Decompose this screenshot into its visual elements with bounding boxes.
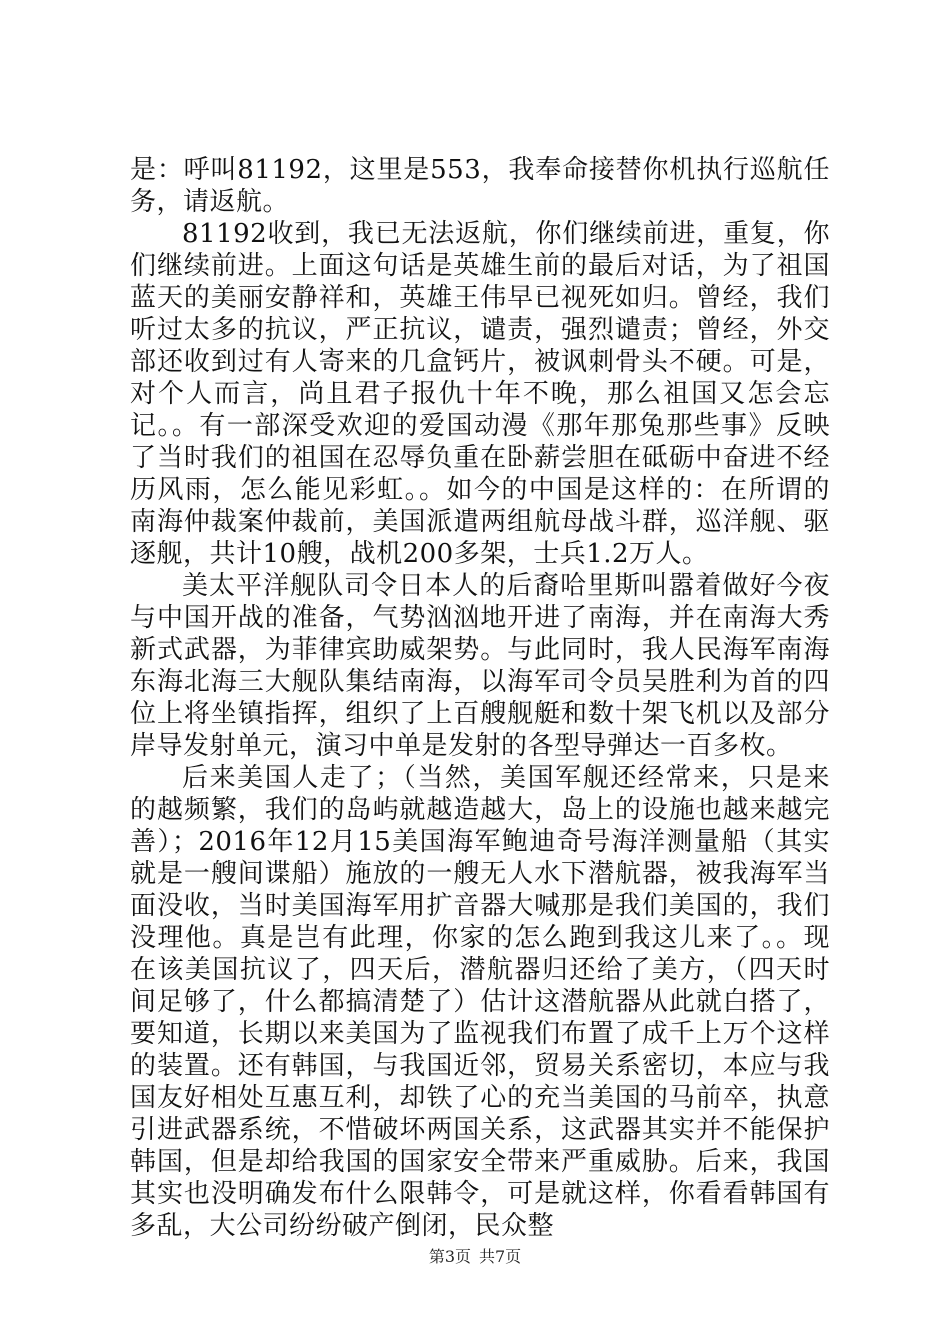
- paragraph-1: 是：呼叫81192，这里是553，我奉命接替你机执行巡航任务，请返航。: [130, 155, 830, 217]
- page-number: 第3页: [428, 1247, 471, 1266]
- document-body: [130, 154, 830, 1242]
- paragraph-2: 81192收到，我已无法返航，你们继续前进，重复，你们继续前进。上面这句话是英雄生前的最后对话，为了祖国蓝天的美丽安静祥和，英雄王伟早已视死如归。曾经，我们听过太多的抗议，严正抗议，谴责，强烈谴责；曾经，外交部还收到过有人寄来的几盒钙片，被讽刺骨头不硬。可是，对个人而言，尚且君子报仇十年不晚，那么祖国又怎会忘记。。有一部深受欢迎的爱国动漫《那年那兔那些事》反映了当时我们的祖国在忍辱负重在卧薪尝胆在砥砺中奋进不经历风雨，怎么能见彩虹。。如今的中国是这样的：在所谓的南海仲裁案仲裁前，美国派遣两组航母战斗群，巡洋舰、驱逐舰，共计10艘，战机200多架，士兵1.2万人。: [130, 219, 830, 569]
- paragraph-4: 后来美国人走了；（当然，美国军舰还经常来，只是来的越频繁，我们的岛屿就越造越大，岛上的设施也越来越完善）；2016年12月15美国海军鲍迪奇号海洋测量船（其实就是一艘间谍船）施放的一艘无人水下潜航器，被我海军当面没收，当时美国海军用扩音器大喊那是我们美国的，我们没理他。真是岂有此理，你家的怎么跑到我这儿来了。。现在该美国抗议了，四天后，潜航器归还给了美方，（四天时间足够了，什么都搞清楚了）估计这潜航器从此就白搭了，要知道，长期以来美国为了监视我们布置了成千上万个这样的装置。还有韩国，与我国近邻，贸易关系密切，本应与我国友好相处互惠互利，却铁了心的充当美国的马前卒，执意引进武器系统，不惜破坏两国关系，这武器其实并不能保护韩国，但是却给我国的国家安全带来严重威胁。后来，我国其实也没明确发布什么限韩令，可是就这样，你看看韩国有多乱，大公司纷纷破产倒闭，民众整: [130, 763, 830, 1241]
- page-footer: [0, 1247, 950, 1267]
- page-total: 共7页: [479, 1247, 522, 1266]
- paragraph-3: 美太平洋舰队司令日本人的后裔哈里斯叫嚣着做好今夜与中国开战的准备，气势汹汹地开进了南海，并在南海大秀新式武器，为菲律宾助威架势。与此同时，我人民海军南海东海北海三大舰队集结南海，以海军司令员吴胜利为首的四位上将坐镇指挥，组织了上百艘舰艇和数十架飞机以及部分岸导发射单元，演习中单是发射的各型导弹达一百多枚。: [130, 571, 830, 761]
